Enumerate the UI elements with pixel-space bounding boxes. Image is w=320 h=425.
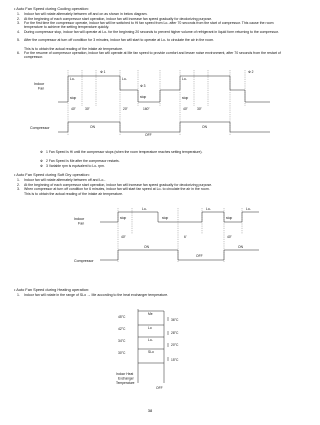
soft-dry-timing-diagram: [74, 204, 264, 266]
svg-text:SLo: SLo: [148, 350, 154, 354]
svg-text:Temperature: Temperature: [116, 381, 135, 385]
svg-text:6': 6': [184, 235, 187, 239]
svg-text:Lo-: Lo-: [142, 207, 147, 211]
dry-item: This is to obtain the actual reading of the intake air temperature.: [24, 191, 124, 196]
svg-text:ON: ON: [144, 245, 149, 249]
svg-text:Lo-: Lo-: [246, 207, 251, 211]
svg-text:※ 2: ※ 2: [248, 70, 254, 74]
svg-text:Lo-: Lo-: [148, 338, 153, 342]
svg-text:30": 30": [85, 107, 90, 111]
svg-text:OFF: OFF: [196, 254, 203, 258]
svg-text:30°C: 30°C: [118, 351, 126, 355]
heating-fan-speed-diagram: [108, 305, 208, 395]
cooling-item: 5. After the compressor at turn off condition for 3 minutes, indoor fan will start to operate at Lo- to circulate the air in the room.: [17, 38, 215, 42]
svg-text:34°C: 34°C: [118, 339, 126, 343]
cooling-section-title: • Auto Fan Speed during Cooling operation:: [14, 6, 89, 11]
svg-text:40": 40": [121, 235, 126, 239]
svg-text:20°C: 20°C: [171, 343, 179, 347]
svg-text:※ 1: ※ 1: [100, 70, 106, 74]
svg-text:stop: stop: [162, 216, 169, 220]
svg-text:42°C: 42°C: [118, 327, 126, 331]
svg-text:Lo: Lo: [148, 326, 152, 330]
svg-text:15°C: 15°C: [171, 358, 179, 362]
cooling-item: 4. During compressor stop, indoor fan will operate at Lo- for the beginning 20 seconds to prevent higher volume of refrigerant in liquid form returning to the compressor.: [17, 29, 279, 34]
page-number: 38: [147, 408, 153, 413]
dry-item: 2. At the beginning of each compressor start operation, indoor fan will increase fan speed gradually for deodorizing purpose.: [17, 182, 213, 187]
svg-text:45°C: 45°C: [118, 315, 126, 319]
svg-text:36°C: 36°C: [171, 318, 179, 322]
svg-text:40": 40": [227, 235, 232, 239]
svg-text:Lo-: Lo-: [182, 77, 187, 81]
svg-text:Lo-: Lo-: [70, 77, 75, 81]
svg-text:28°C: 28°C: [171, 331, 179, 335]
svg-text:ON: ON: [238, 245, 243, 249]
dry-item: 3. When compressor at turn off condition for 6 minutes, indoor fan will start fan speed at Lo- to circulate the air in the room.: [17, 187, 210, 191]
svg-text:ON: ON: [202, 125, 207, 129]
svg-text:30": 30": [197, 107, 202, 111]
note: ※ 1 Fan Speed is Hi until the compressor stops (when the room temperature reaches setting temperature).: [40, 150, 203, 154]
svg-text:stop: stop: [120, 216, 127, 220]
compressor-label: Compressor: [30, 126, 50, 130]
svg-text:Exchanger: Exchanger: [118, 376, 134, 381]
cooling-item: 2. At the beginning of each compressor start operation, indoor fan will increase fan speed gradually for deodorizing purpose.: [17, 16, 213, 21]
svg-text:stop: stop: [226, 216, 233, 220]
cooling-item: 6. For the resume of compressor operation, indoor fan will operate at Me fan speed to provide comfort and lesser noise environment, after 70 seconds from the restart of compressor.: [17, 51, 281, 60]
dry-item: 1. Indoor fan will rotate alternately between off and Lo-.: [17, 178, 106, 182]
cooling-timing-diagram: [30, 66, 280, 146]
svg-text:Fan: Fan: [78, 221, 85, 226]
note: ※ 2 Fan Speed is Me after the compressor restarts.: [40, 159, 120, 163]
svg-text:20": 20": [123, 107, 128, 111]
svg-text:40": 40": [183, 107, 188, 111]
dry-section-title: • Auto Fan Speed during Soft Dry operation:: [14, 172, 90, 177]
svg-text:Lo-: Lo-: [122, 77, 127, 81]
svg-text:OFF: OFF: [145, 133, 152, 137]
svg-text:Indoor: Indoor: [74, 217, 85, 221]
svg-text:OFF: OFF: [156, 386, 163, 390]
svg-text:※ 3: ※ 3: [140, 84, 146, 88]
fan-label: Indoor: [34, 82, 45, 86]
svg-text:ON: ON: [90, 125, 95, 129]
svg-text:Compressor: Compressor: [74, 259, 94, 263]
fan-label: Fan: [38, 86, 45, 91]
svg-text:Lo-: Lo-: [206, 207, 211, 211]
heating-item: 1. Indoor fan will rotate in the range of SLo → Me according to the heat exchanger temperature.: [17, 293, 169, 297]
cooling-item: This is to obtain the actual reading of the intake air temperature.: [24, 46, 124, 51]
svg-text:40": 40": [71, 107, 76, 111]
note: ※ 3 Variable rpm is equivalent to Lo- rpm.: [40, 164, 105, 168]
heating-section-title: • Auto Fan Speed during Heating operation:: [14, 287, 90, 292]
svg-text:Indoor Heat: Indoor Heat: [116, 372, 134, 376]
svg-text:160": 160": [143, 107, 150, 111]
svg-text:stop: stop: [140, 95, 147, 99]
cooling-item: 3. For the first time the compressor operate, indoor fan will be switched to Hi fan speed from Lo- after 70 seconds from the start of compressor. This cause the room temperature to achieve the setting temperature quickly.: [17, 21, 274, 30]
svg-text:stop: stop: [70, 96, 77, 100]
svg-text:Me: Me: [148, 312, 153, 316]
cooling-item: 1. Indoor fan will rotate alternately between off and on as shown in below diagram.: [17, 12, 148, 16]
svg-text:stop: stop: [182, 96, 189, 100]
